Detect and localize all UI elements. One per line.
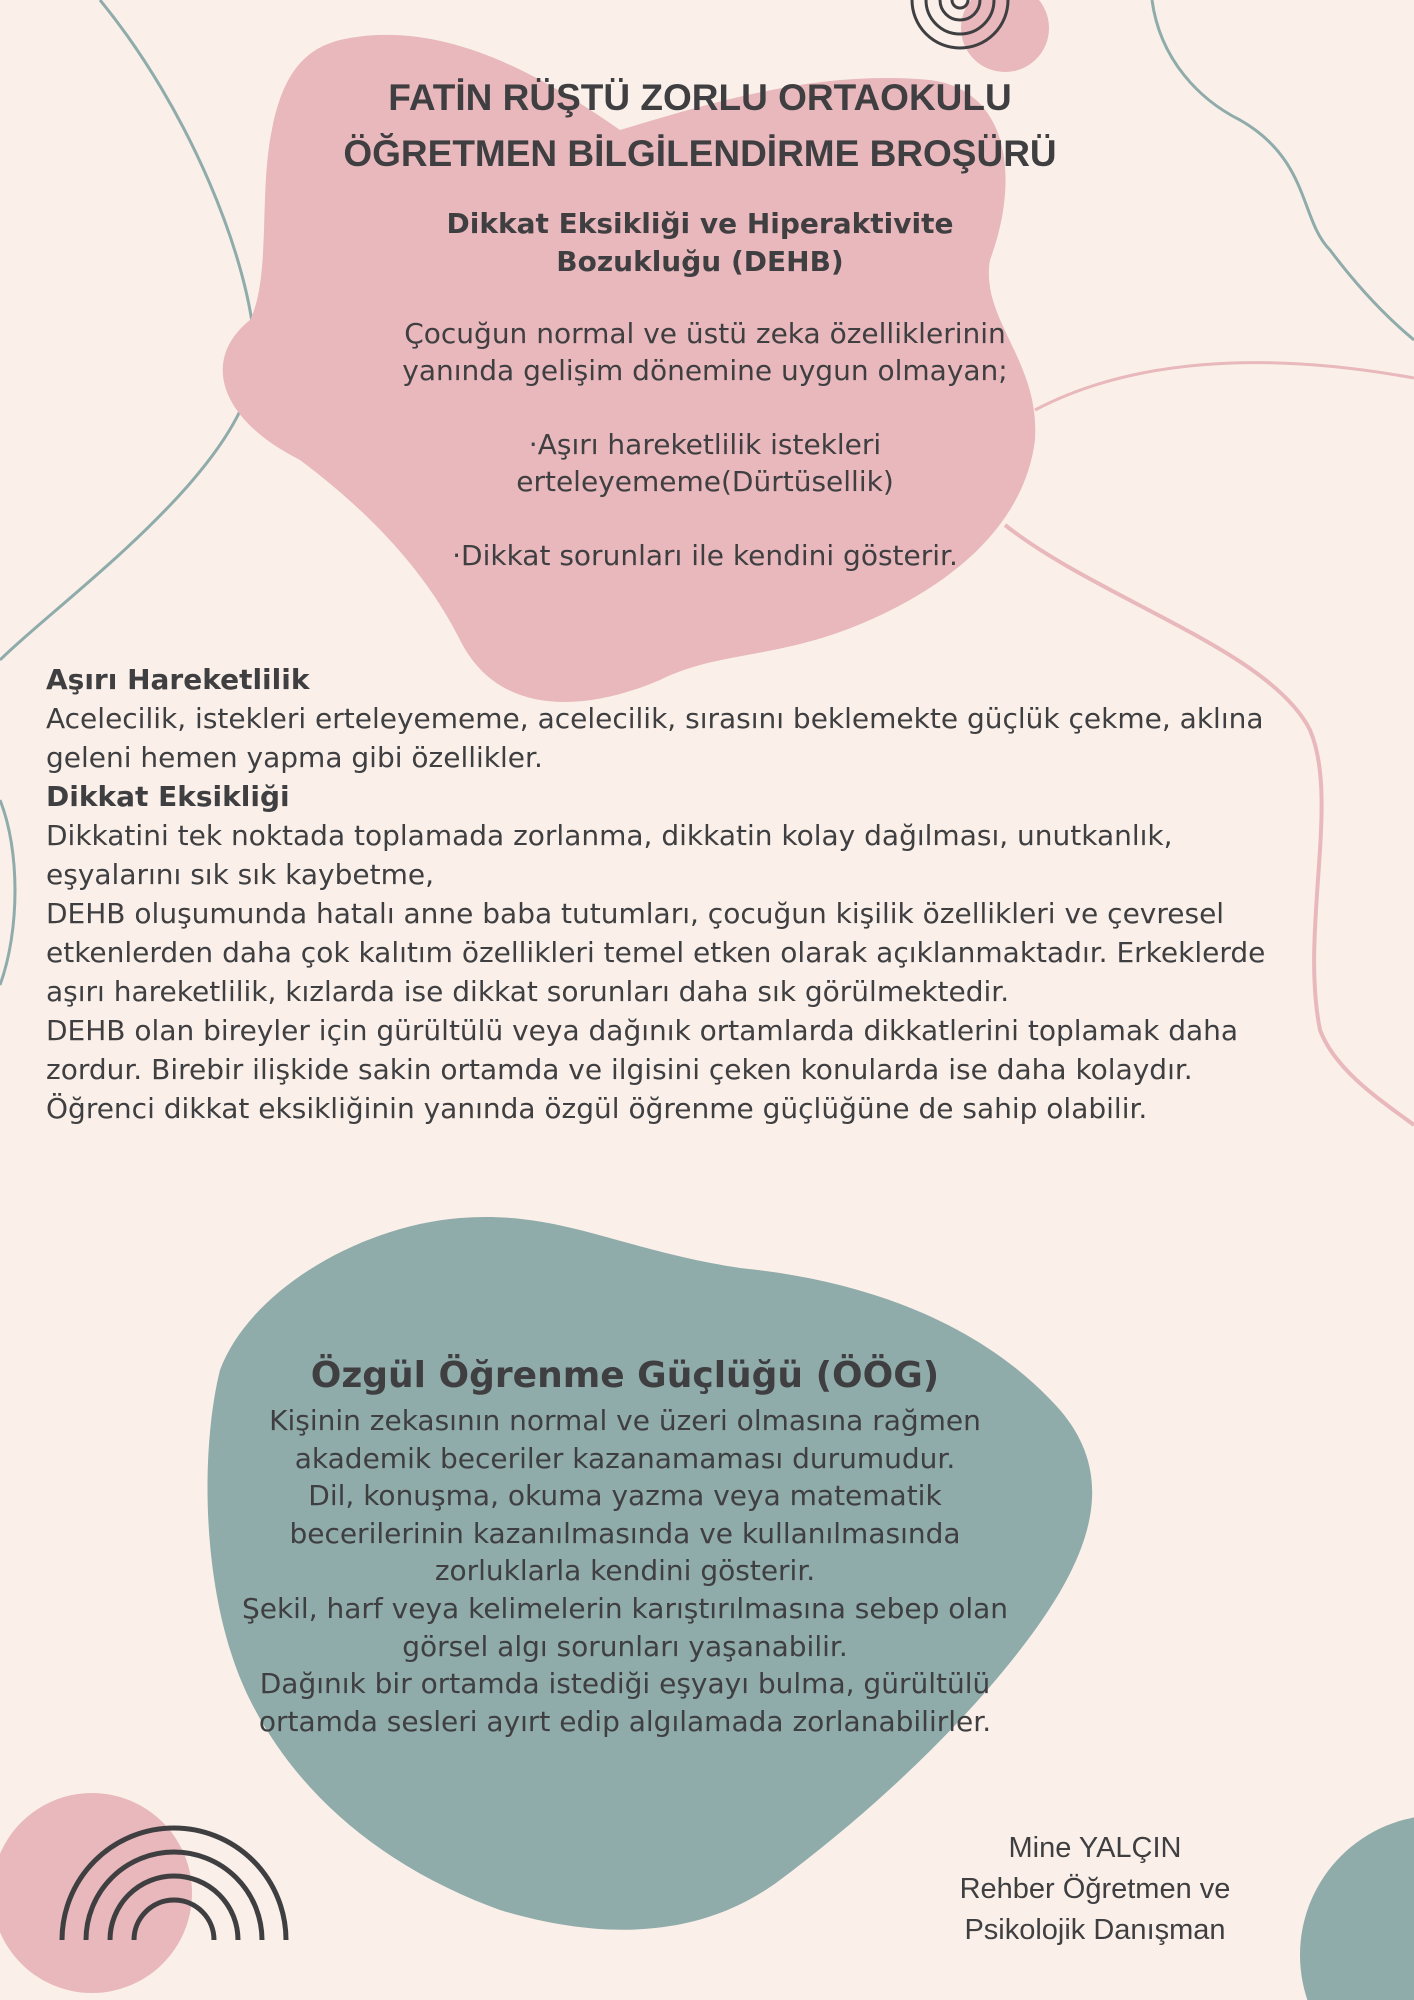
intro-lead: Çocuğun normal ve üstü zeka özelliklerinin yanında gelişim dönemine uygun olmayan; (402, 317, 1008, 387)
hyperactivity-text: Acelecilik, istekleri erteleyememe, acelecilik, sırasını beklemekte güçlük çekme, aklına geleni hemen yapma gibi özellikler. (46, 702, 1264, 774)
pink-curve-right-top (1035, 363, 1414, 410)
signature (925, 1828, 1265, 1951)
teal-circle-bottom-right (1300, 1815, 1414, 2000)
pink-circle-bottom (0, 1793, 192, 1993)
body-text (46, 660, 1286, 1128)
oog-paragraph: Dağınık bir ortamda istediği eşyayı bulma, gürültülü ortamda sesleri ayırt edip algılamada zorlanabilirler. (258, 1667, 992, 1738)
oog-paragraph: Dil, konuşma, okuma yazma veya matematik becerilerinin kazanılmasında ve kullanılmasında zorluklarla kendini gösterir. (289, 1479, 961, 1588)
signature-role: Rehber Öğretmen ve (959, 1873, 1231, 1905)
signature-role: Psikolojik Danışman (964, 1914, 1226, 1946)
intro-bullet: ·Dikkat sorunları ile kendini gösterir. (452, 539, 958, 572)
page-title (230, 70, 1170, 182)
oog-text (225, 1402, 1025, 1740)
subtitle: Dikkat Eksikliği ve Hiperaktivite Bozukluğu (DEHB) (446, 207, 954, 278)
intro-bullet: ·Aşırı hareketlilik istekleri erteleyememe(Dürtüsellik) (516, 428, 894, 498)
body-paragraph: DEHB olan bireyler için gürültülü veya dağınık ortamlarda dikkatlerini toplamak daha zordur. Birebir ilişkide sakin ortamda ve ilgisini çeken konularda ise daha kolaydır. (46, 1014, 1239, 1086)
oog-paragraph: Kişinin zekasının normal ve üzeri olmasına rağmen akademik beceriler kazanamaması durumudur. (269, 1404, 981, 1475)
oog-paragraph: Şekil, harf veya kelimelerin karıştırılmasına sebep olan görsel algı sorunları yaşanabilir. (241, 1591, 1009, 1663)
teal-curve-left (0, 0, 255, 660)
title-line-1: FATİN RÜŞTÜ ZORLU ORTAOKULU (388, 77, 1012, 118)
pink-dot-top (961, 0, 1049, 72)
teal-curve-right (1152, 0, 1414, 340)
oog-title: Özgül Öğrenme Güçlüğü (ÖÖG) (310, 1355, 940, 1396)
section-heading-attention: Dikkat Eksikliği (46, 780, 290, 813)
section-heading-hyperactivity: Aşırı Hareketlilik (46, 663, 310, 696)
teal-curve-left-lower (0, 800, 15, 985)
signature-name: Mine YALÇIN (1008, 1832, 1182, 1864)
body-paragraph: Dikkatini tek noktada toplamada zorlanma, dikkatin kolay dağılması, unutkanlık, eşyalarını sık sık kaybetme, (46, 819, 1173, 891)
intro-block (400, 315, 1010, 574)
body-paragraph: Öğrenci dikkat eksikliğinin yanında özgül öğrenme güçlüğüne de sahip olabilir. (46, 1092, 1148, 1125)
body-paragraph: DEHB oluşumunda hatalı anne baba tutumları, çocuğun kişilik özellikleri ve çevresel etkenlerden daha çok kalıtım özellikleri temel etken olarak açıklanmaktadır. Erkeklerde aşırı hareketlilik, kızlarda ise dikkat sorunları daha sık görülmektedir. (46, 897, 1266, 1008)
title-line-2: ÖĞRETMEN BİLGİLENDİRME BROŞÜRÜ (343, 133, 1057, 174)
